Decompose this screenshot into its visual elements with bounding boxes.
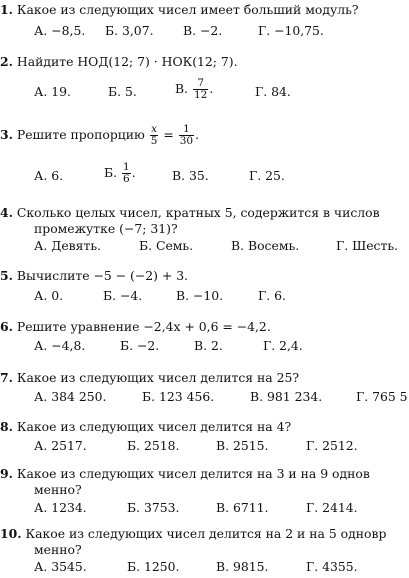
question-number: 1. bbox=[0, 2, 13, 17]
answer-c: В. −2. bbox=[183, 23, 223, 38]
question-text: Решите уравнение −2,4x + 0,6 = −4,2. bbox=[16, 319, 271, 334]
answer-d: Г. 84. bbox=[255, 84, 291, 99]
question-text: Найдите НОД(12; 7) · НОК(12; 7). bbox=[16, 54, 238, 69]
question-number: 7. bbox=[0, 370, 13, 385]
answer-b: Б. −4. bbox=[103, 288, 143, 303]
question-text: Какое из следующих чисел делится на 2 и на 5 одновр bbox=[25, 526, 387, 541]
answer-a: А. 2517. bbox=[34, 438, 87, 453]
answer-b: Б. 123 456. bbox=[142, 389, 215, 404]
answer-d: Г. 25. bbox=[249, 168, 285, 183]
answer-d: Г. Шесть. bbox=[336, 238, 399, 253]
answer-b: Б. 3,07. bbox=[105, 23, 154, 38]
question-number: 5. bbox=[0, 268, 13, 283]
answer-a: А. 19. bbox=[34, 84, 71, 99]
question-number: 4. bbox=[0, 205, 13, 220]
question-number: 10. bbox=[0, 526, 22, 541]
question-number: 9. bbox=[0, 466, 13, 481]
question-number: 3. bbox=[0, 127, 13, 142]
answer-d: Г. 4355. bbox=[306, 559, 358, 574]
answer-a: А. 384 250. bbox=[34, 389, 107, 404]
answer-d: Г. 765 5 bbox=[356, 389, 408, 404]
question-number: 8. bbox=[0, 419, 13, 434]
answer-d: Г. 2414. bbox=[306, 500, 358, 515]
question-text: Решите пропорцию bbox=[16, 127, 145, 142]
answer-c: В. $\frac{7}{12}$ . bbox=[175, 77, 214, 101]
answer-a: А. 0. bbox=[34, 288, 64, 303]
question-text: Какое из следующих чисел делится на 3 и на 9 однов bbox=[16, 466, 370, 481]
answer-c: В. 9815. bbox=[216, 559, 269, 574]
answer-c: В. −10. bbox=[176, 288, 224, 303]
answer-d: Г. 2,4. bbox=[263, 338, 303, 353]
fraction: $\frac{7}{12}$ bbox=[194, 77, 208, 101]
answer-a: А. 6. bbox=[34, 168, 64, 183]
answer-c: В. Восемь. bbox=[231, 238, 300, 253]
answer-b: Б. Семь. bbox=[139, 238, 194, 253]
answer-b: Б. 1250. bbox=[127, 559, 180, 574]
fraction: $\frac{1}{6}$ bbox=[123, 161, 130, 185]
question-text: Сколько целых чисел, кратных 5, содержится в числов bbox=[16, 205, 380, 220]
answer-c: В. 981 234. bbox=[250, 389, 323, 404]
answer-a: А. 3545. bbox=[34, 559, 87, 574]
answer-c: В. 2. bbox=[194, 338, 223, 353]
question-text-continued: менно? bbox=[34, 542, 82, 557]
answer-d: Г. 6. bbox=[258, 288, 286, 303]
fraction: $\frac{x}{5}$ bbox=[150, 123, 158, 147]
question-number: 2. bbox=[0, 54, 13, 69]
question-text: Какое из следующих чисел делится на 25? bbox=[16, 370, 300, 385]
question-text-continued: промежутке (−7; 31)? bbox=[34, 221, 178, 236]
answer-b: Б. 5. bbox=[108, 84, 137, 99]
question-number: 6. bbox=[0, 319, 13, 334]
answer-d: Г. 2512. bbox=[306, 438, 358, 453]
question-text: Какое из следующих чисел имеет больший модуль? bbox=[16, 2, 359, 17]
question-text-continued: менно? bbox=[34, 482, 82, 497]
answer-a: А. −4,8. bbox=[34, 338, 86, 353]
answer-b: Б. $\frac{1}{6}$ . bbox=[104, 161, 136, 185]
answer-a: А. Девять. bbox=[34, 238, 101, 253]
question-text: Какое из следующих чисел делится на 4? bbox=[16, 419, 292, 434]
answer-d: Г. −10,75. bbox=[258, 23, 324, 38]
answer-b: Б. 3753. bbox=[127, 500, 180, 515]
answer-a: А. 1234. bbox=[34, 500, 87, 515]
answer-b: Б. −2. bbox=[120, 338, 160, 353]
question-text: Вычислите −5 − (−2) + 3. bbox=[16, 268, 189, 283]
fraction: $\frac{1}{30}$ bbox=[179, 123, 194, 147]
answer-c: В. 2515. bbox=[216, 438, 269, 453]
answer-b: Б. 2518. bbox=[127, 438, 180, 453]
answer-a: А. −8,5. bbox=[34, 23, 86, 38]
answer-c: В. 6711. bbox=[216, 500, 269, 515]
answer-c: В. 35. bbox=[172, 168, 209, 183]
